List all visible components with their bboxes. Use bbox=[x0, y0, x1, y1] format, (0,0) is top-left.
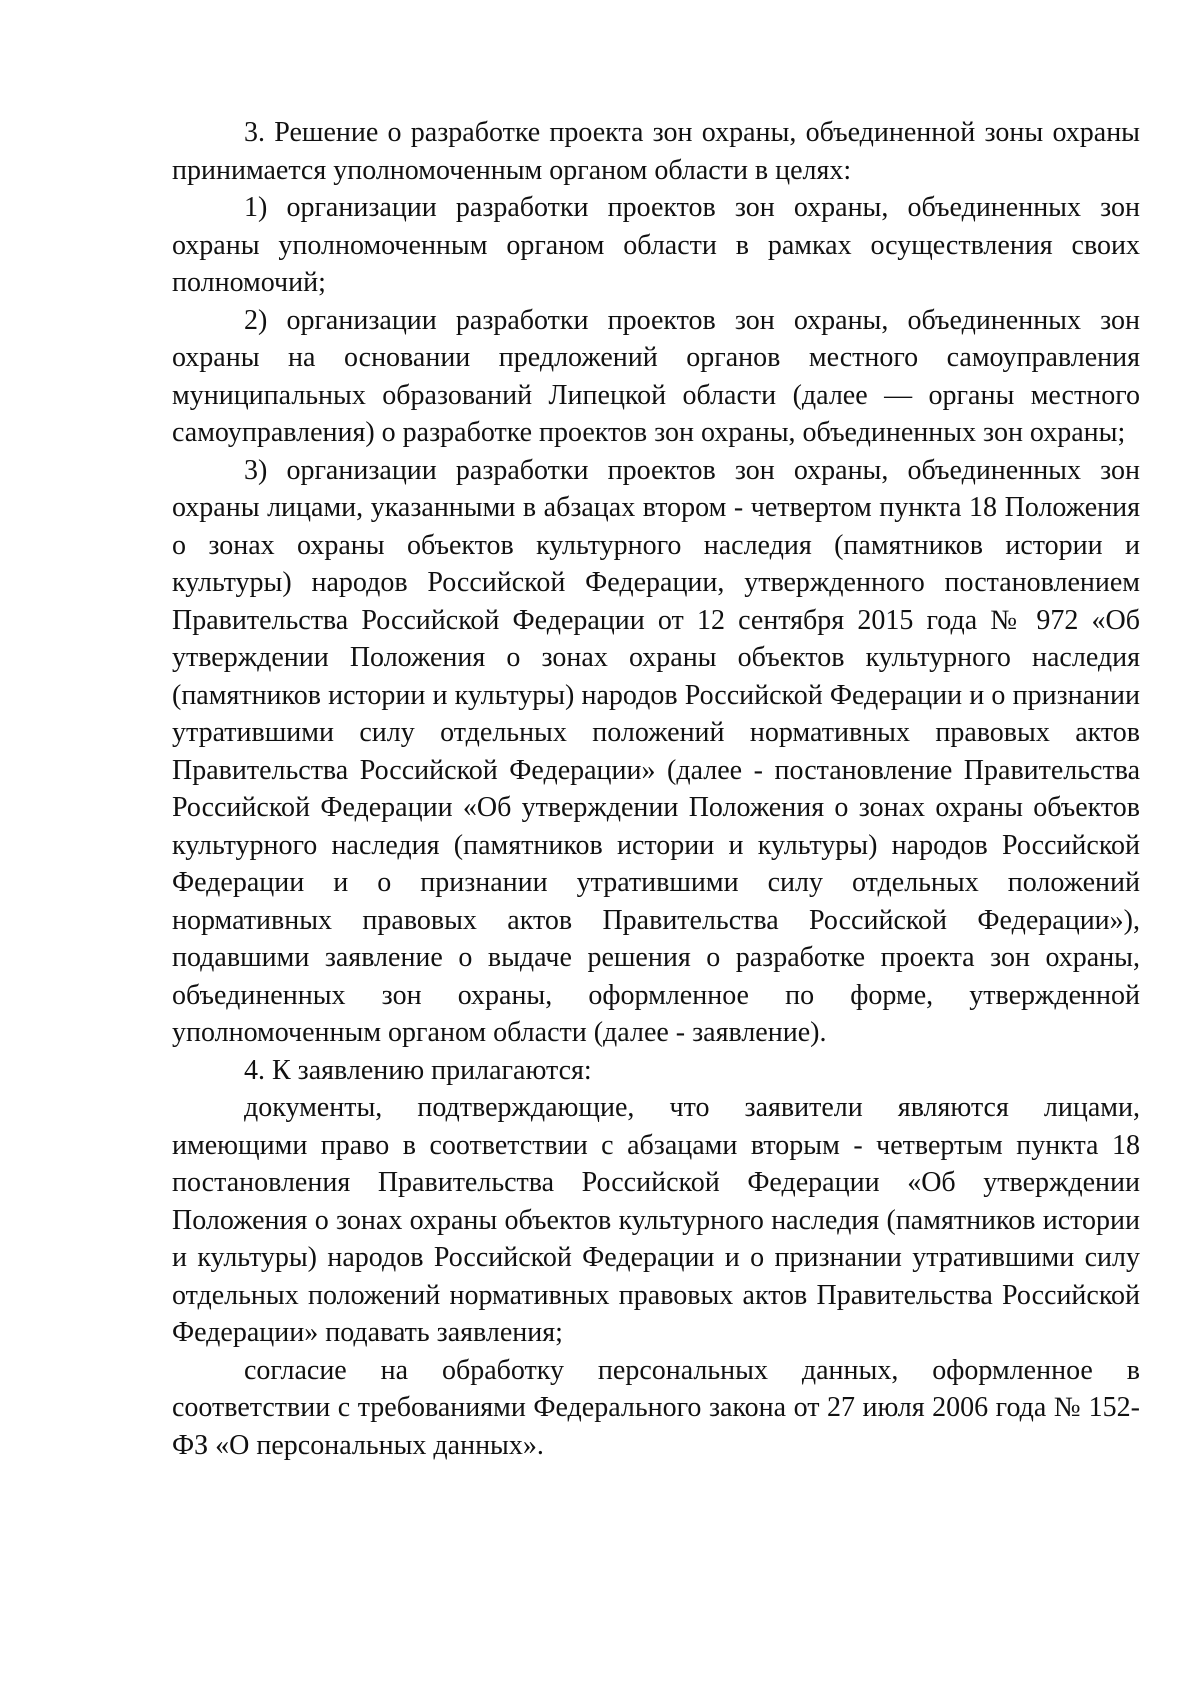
paragraph-4-consent: согласие на обработку персональных данных, оформленное в соответствии с требованиями Федерального закона от 27 июля 2006 года № 152-ФЗ «О персональных данных». bbox=[172, 1354, 1140, 1461]
paragraph-3-item-2: 2) организации разработки проектов зон охраны, объединенных зон охраны на основании предложений органов местного самоуправления муниципальных образований Липецкой области (далее — органы местного самоуправления) о разработке проектов зон охраны, объединенных зон охраны; bbox=[172, 304, 1140, 448]
paragraph-3-item-1: 1) организации разработки проектов зон охраны, объединенных зон охраны уполномоченным органом области в рамках осуществления своих полномочий; bbox=[172, 192, 1140, 298]
document-body bbox=[172, 114, 1140, 1464]
paragraph-4-documents: документы, подтверждающие, что заявители являются лицами, имеющими право в соответствии с абзацами вторым - четвертым пункта 18 постановления Правительства Российской Федерации «Об утверждении Положения о зонах охраны объектов культурного наследия (памятников истории и культуры) народов Российской Федерации и о признании утратившими силу отдельных положений нормативных правовых актов Правительства Российской Федерации» подавать заявления; bbox=[172, 1092, 1140, 1348]
paragraph-4-heading: 4. К заявлению прилагаются: bbox=[244, 1054, 592, 1086]
paragraph-3-decision: 3. Решение о разработке проекта зон охраны, объединенной зоны охраны принимается уполномоченным органом области в целях: bbox=[172, 117, 1140, 186]
paragraph-3-item-3: 3) организации разработки проектов зон охраны, объединенных зон охраны лицами, указанными в абзацах втором - четвертом пункта 18 Положения о зонах охраны объектов культурного наследия (памятников истории и культуры) народов Российской Федерации, утвержденного постановлением Правительства Российской Федерации от 12 сентября 2015 года № 972 «Об утверждении Положения о зонах охраны объектов культурного наследия (памятников истории и культуры) народов Российской Федерации и о признании утратившими силу отдельных положений нормативных правовых актов Правительства Российской Федерации» (далее - постановление Правительства Российской Федерации «Об утверждении Положения о зонах охраны объектов культурного наследия (памятников истории и культуры) народов Российской Федерации и о признании утратившими силу отдельных положений нормативных правовых актов Правительства Российской Федерации»), подавшими заявление о выдаче решения о разработке проекта зон охраны, объединенных зон охраны, оформленное по форме, утвержденной уполномоченным органом области (далее - заявление). bbox=[172, 454, 1140, 1048]
